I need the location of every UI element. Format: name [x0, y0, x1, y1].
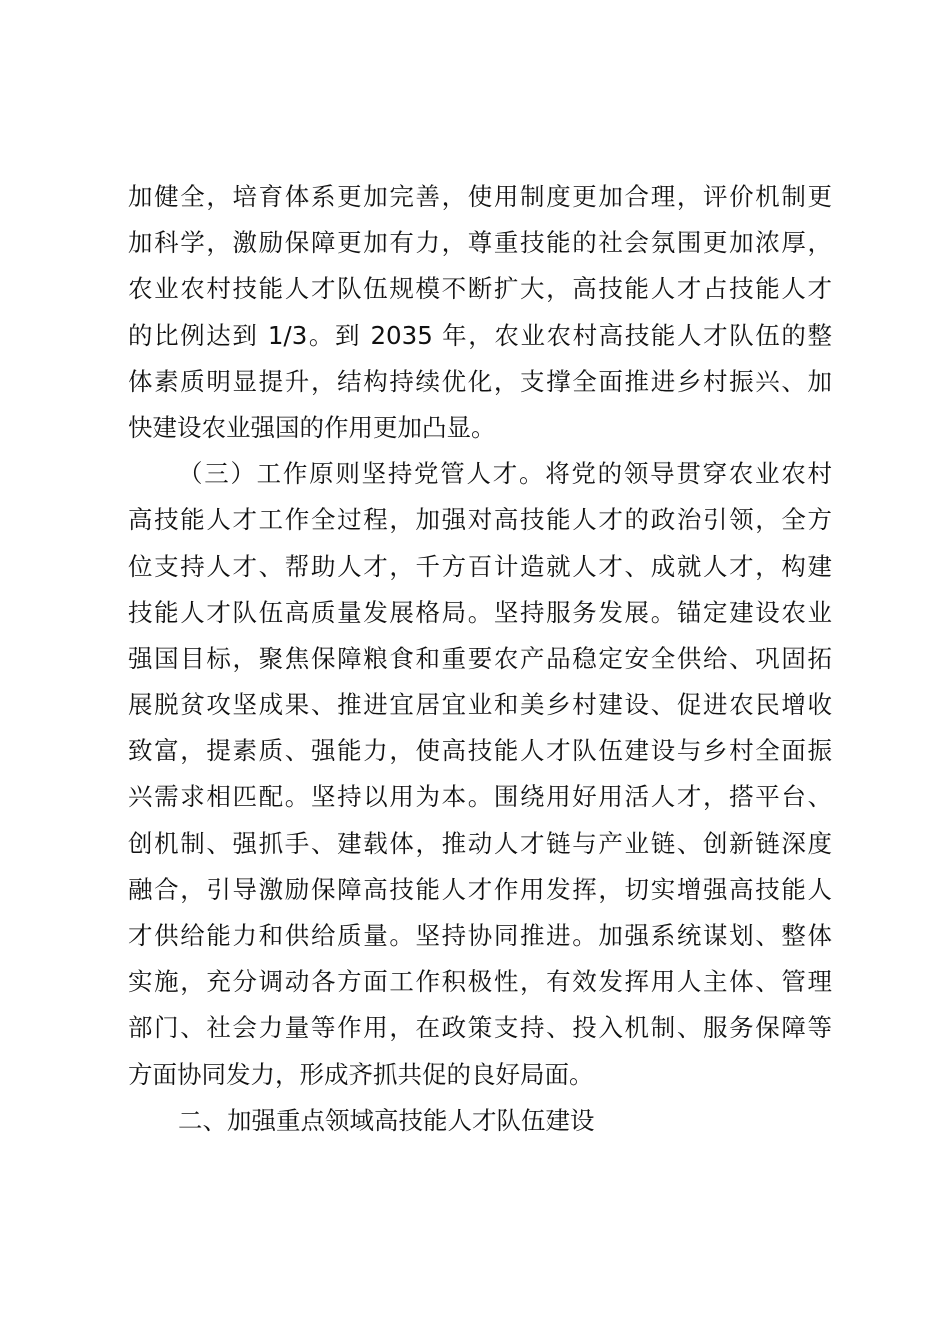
text-line: 兴需求相匹配。坚持以用为本。围绕用好用活人才，搭平台、 — [128, 782, 832, 812]
text-line: （三）工作原则坚持党管人才。将党的领导贯穿农业农村 — [178, 459, 832, 489]
text-line: 快建设农业强国的作用更加凸显。 — [128, 412, 496, 442]
text-line: 实施，充分调动各方面工作积极性，有效发挥用人主体、管理 — [128, 967, 832, 997]
text-line: 体素质明显提升，结构持续优化，支撑全面推进乡村振兴、加 — [128, 366, 832, 396]
text-line: 展脱贫攻坚成果、推进宜居宜业和美乡村建设、促进农民增收 — [128, 690, 832, 720]
document-body — [128, 174, 832, 1144]
paragraph-goals — [128, 174, 832, 451]
text-line: 位支持人才、帮助人才，千方百计造就人才、成就人才，构建 — [128, 551, 832, 581]
text-line: 技能人才队伍高质量发展格局。坚持服务发展。锚定建设农业 — [128, 597, 832, 627]
text-line: 高技能人才工作全过程，加强对高技能人才的政治引领，全方 — [128, 505, 832, 535]
text-line: 致富，提素质、强能力，使高技能人才队伍建设与乡村全面振 — [128, 736, 832, 766]
text-line: 农业农村技能人才队伍规模不断扩大，高技能人才占技能人才 — [128, 274, 832, 304]
section-heading — [128, 1098, 832, 1144]
text-line: 创机制、强抓手、建载体，推动人才链与产业链、创新链深度 — [128, 828, 832, 858]
text-line: 融合，引导激励保障高技能人才作用发挥，切实增强高技能人 — [128, 874, 832, 904]
text-line: 加健全，培育体系更加完善，使用制度更加合理，评价机制更 — [128, 182, 832, 211]
section-heading-text: 二、加强重点领域高技能人才队伍建设 — [178, 1105, 595, 1135]
text-line: 强国目标，聚焦保障粮食和重要农产品稳定安全供给、巩固拓 — [128, 643, 832, 673]
paragraph-work-principles — [128, 451, 832, 1098]
text-line: 部门、社会力量等作用，在政策支持、投入机制、服务保障等 — [128, 1013, 832, 1043]
text-line: 加科学，激励保障更加有力，尊重技能的社会氛围更加浓厚， — [128, 228, 832, 258]
text-line: 才供给能力和供给质量。坚持协同推进。加强系统谋划、整体 — [128, 921, 832, 950]
text-line: 的比例达到 1/3。到 2035 年，农业农村高技能人才队伍的整 — [128, 320, 832, 350]
text-line: 方面协同发力，形成齐抓共促的良好局面。 — [128, 1059, 594, 1089]
